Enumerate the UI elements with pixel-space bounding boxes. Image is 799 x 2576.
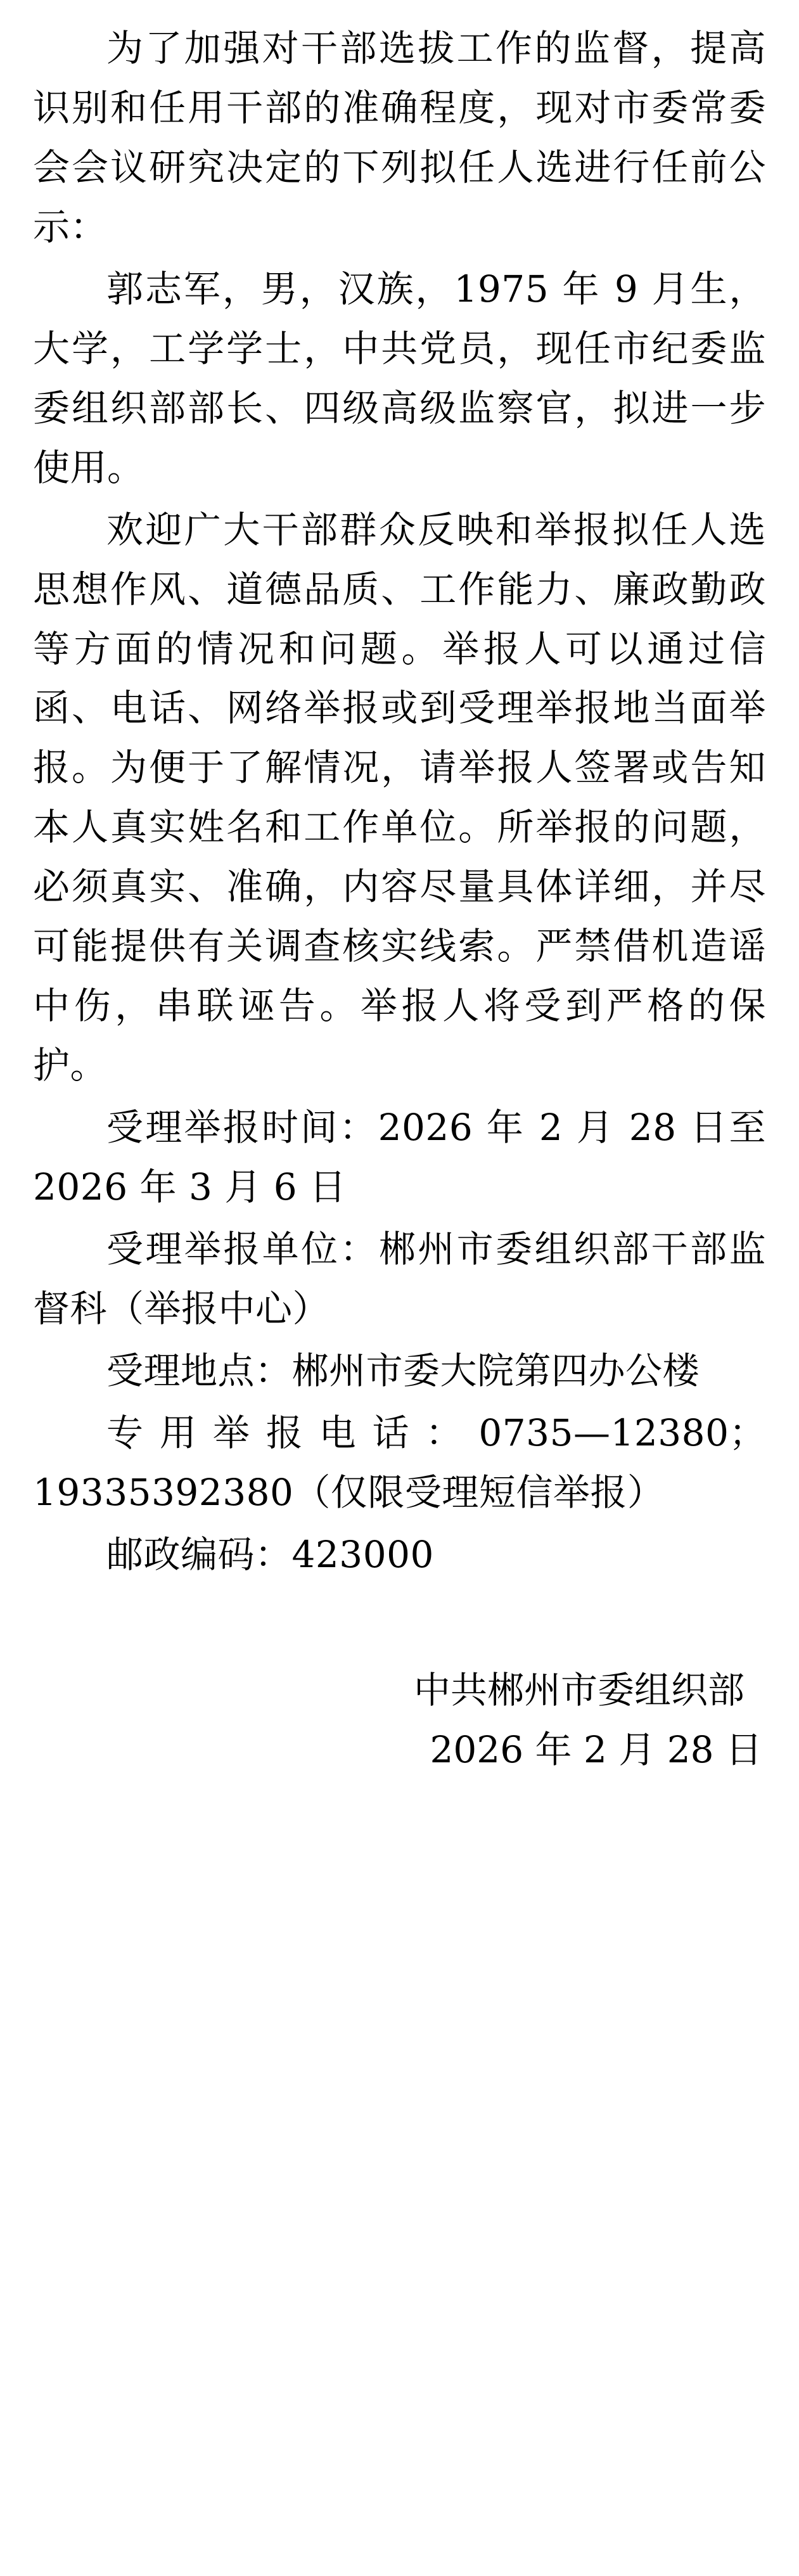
- document-body: [33, 19, 766, 1585]
- paragraph-candidate: 郭志军，男，汉族，1975 年 9 月生，大学，工学学士，中共党员，现任市纪委监委组织部部长、四级高级监察官，拟进一步使用。: [33, 267, 766, 489]
- paragraph-intro: 为了加强对干部选拔工作的监督，提高识别和任用干部的准确程度，现对市委常委会会议研究决定的下列拟任人选进行任前公示：: [33, 27, 766, 248]
- paragraph-report-location: 受理地点：郴州市委大院第四办公楼: [106, 1349, 700, 1392]
- paragraph-report-period: 受理举报时间：2026 年 2 月 28 日至 2026 年 3 月 6 日: [33, 1106, 766, 1209]
- paragraph-postal-code: 邮政编码：423000: [106, 1532, 434, 1576]
- signature-organization: 中共郴州市委组织部: [413, 1668, 745, 1712]
- signature-block: [33, 1661, 766, 1780]
- signature-date: 2026 年 2 月 28 日: [430, 1727, 762, 1771]
- paragraph-report-unit: 受理举报单位：郴州市委组织部干部监督科（举报中心）: [33, 1227, 766, 1331]
- paragraph-report-notice: 欢迎广大干部群众反映和举报拟任人选思想作风、道德品质、工作能力、廉政勤政等方面的情况和问题。举报人可以通过信函、电话、网络举报或到受理举报地当面举报。为便于了解情况，请举报人签署或告知本人真实姓名和工作单位。所举报的问题，必须真实、准确，内容尽量具体详细，并尽可能提供有关调查核实线索。严禁借机造谣中伤，串联诬告。举报人将受到严格的保护。: [33, 508, 766, 1087]
- paragraph-report-phone: 专用举报电话：0735—12380；19335392380（仅限受理短信举报）: [33, 1411, 766, 1514]
